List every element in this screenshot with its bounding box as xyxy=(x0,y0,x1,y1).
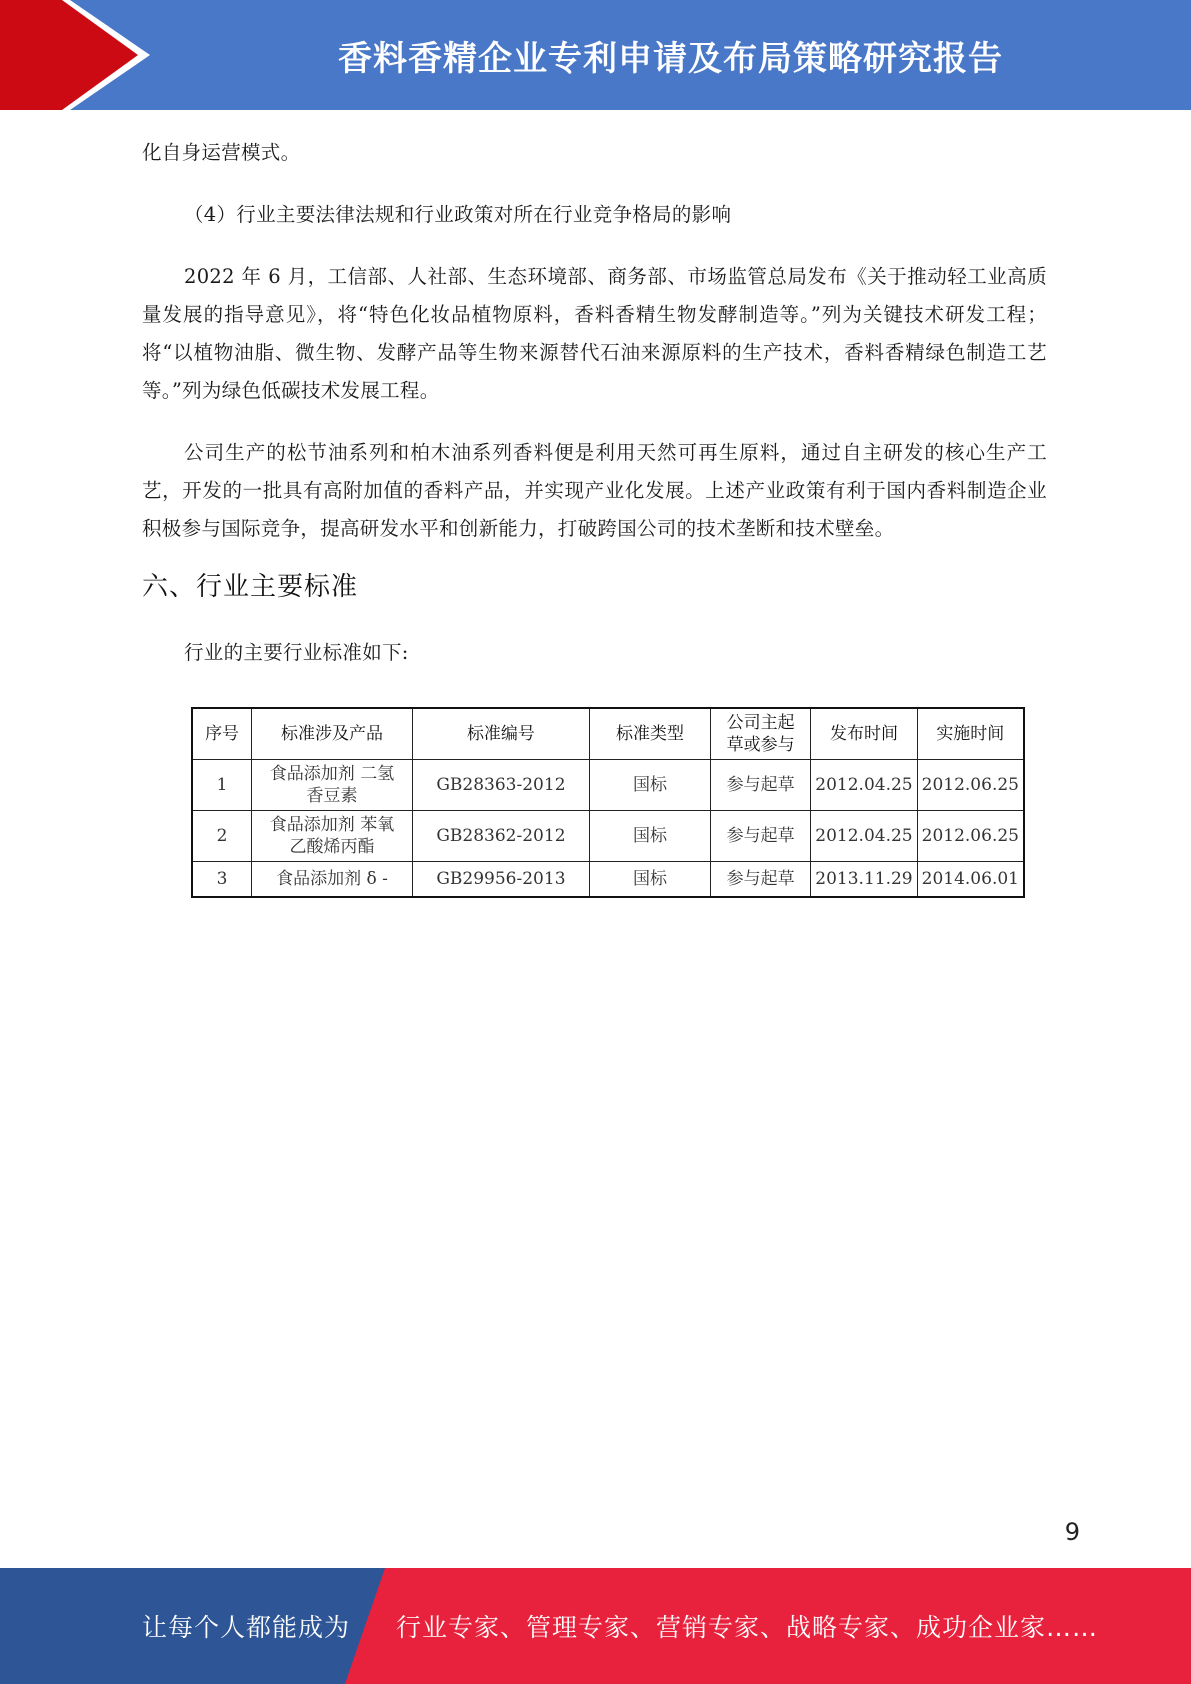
report-header xyxy=(0,0,1191,110)
table-cell: 食品添加剂 苯氧乙酸烯丙酯 xyxy=(252,811,413,862)
page-footer xyxy=(0,1568,1191,1684)
page-number: 9 xyxy=(1064,1518,1080,1546)
table-cell: GB28363-2012 xyxy=(412,760,589,811)
table-cell: 食品添加剂 δ - xyxy=(252,862,413,898)
paragraph-continuation: 化自身运营模式。 xyxy=(142,141,301,164)
header-chevron-icon xyxy=(0,0,160,110)
table-cell: 国标 xyxy=(590,760,711,811)
table-cell: 国标 xyxy=(590,862,711,898)
table-cell: 参与起草 xyxy=(710,862,810,898)
table-cell: 食品添加剂 二氢香豆素 xyxy=(252,760,413,811)
report-title: 香料香精企业专利申请及布局策略研究报告 xyxy=(338,38,1003,79)
table-row xyxy=(192,811,1024,862)
header-cell: 标准类型 xyxy=(590,708,711,760)
table-cell: 2012.06.25 xyxy=(917,760,1024,811)
table-row xyxy=(192,862,1024,898)
header-cell: 标准涉及产品 xyxy=(252,708,413,760)
header-cell: 发布时间 xyxy=(811,708,917,760)
paragraph-policy: 2022 年 6 月，工信部、人社部、生态环境部、商务部、市场监管总局发布《关于推动轻工业高质量发展的指导意见》，将“特色化妆品植物原料，香料香精生物发酵制造等。”列为关键技术研发工程；将“以植物油脂、微生物、发酵产品等生物来源替代石油来源原料的生产技术，香料香精绿色制造工艺等。”列为绿色低碳技术发展工程。 xyxy=(142,265,1047,402)
header-cell: 序号 xyxy=(192,708,252,760)
table-cell: 1 xyxy=(192,760,252,811)
footer-slogan-right: 行业专家、管理专家、营销专家、战略专家、成功企业家…… xyxy=(396,1613,1099,1642)
header-cell: 公司主起草或参与 xyxy=(710,708,810,760)
table-header-row xyxy=(192,708,1024,760)
table-cell: 2012.04.25 xyxy=(811,760,917,811)
table-cell: 国标 xyxy=(590,811,711,862)
table-row xyxy=(192,760,1024,811)
table-cell: 参与起草 xyxy=(710,760,810,811)
table-cell: 2014.06.01 xyxy=(917,862,1024,898)
table-cell: 参与起草 xyxy=(710,811,810,862)
table-cell: 2 xyxy=(192,811,252,862)
table-cell: 2013.11.29 xyxy=(811,862,917,898)
table-cell: 3 xyxy=(192,862,252,898)
footer-slogan-left: 让每个人都能成为 xyxy=(142,1613,351,1642)
table-cell: 2012.04.25 xyxy=(811,811,917,862)
header-cell: 标准编号 xyxy=(412,708,589,760)
paragraph-company: 公司生产的松节油系列和柏木油系列香料便是利用天然可再生原料，通过自主研发的核心生产工艺，开发的一批具有高附加值的香料产品，并实现产业化发展。上述产业政策有利于国内香料制造企业积极参与国际竞争，提高研发水平和创新能力，打破跨国公司的技术垄断和技术壁垒。 xyxy=(142,441,1047,540)
subsection-heading: （4）行业主要法律法规和行业政策对所在行业竞争格局的影响 xyxy=(184,203,732,226)
header-cell: 实施时间 xyxy=(917,708,1024,760)
table-intro: 行业的主要行业标准如下: xyxy=(184,641,409,664)
standards-table xyxy=(191,707,1025,898)
table-cell: GB29956-2013 xyxy=(412,862,589,898)
table-cell: 2012.06.25 xyxy=(917,811,1024,862)
table-cell: GB28362-2012 xyxy=(412,811,589,862)
section-heading: 六、行业主要标准 xyxy=(142,572,359,602)
